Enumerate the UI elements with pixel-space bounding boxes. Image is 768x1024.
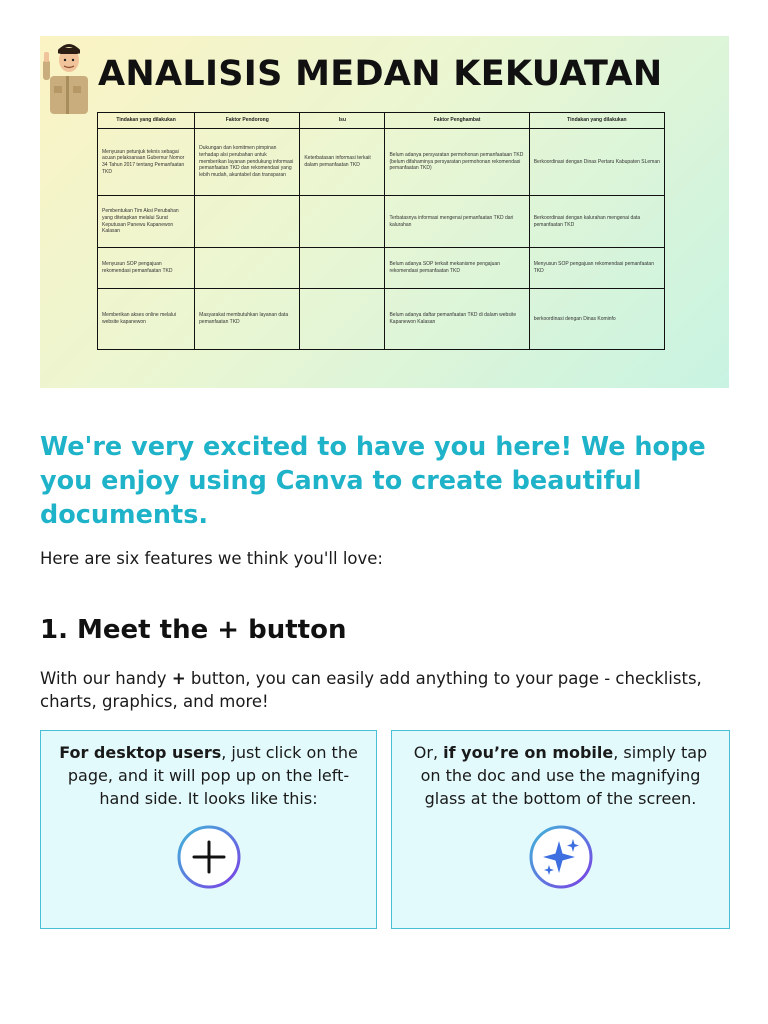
section-body (40, 667, 730, 713)
table-cell (195, 248, 300, 289)
table-header-row (98, 113, 665, 129)
table-cell: Masyarakat membutuhkan layanan data pemanfaatan TKD (195, 289, 300, 350)
welcome-headline: We're very excited to have you here! We hope you enjoy using Canva to create beautiful documents. (40, 432, 706, 530)
table-header: Tindakan yang dilakukan (98, 113, 195, 129)
plus-symbol: + (171, 669, 186, 688)
table-cell: Keterbatasan informasi terkait dalam pemanfaatan TKD (300, 129, 385, 196)
table-cell: Berkoordinasi dengan kalurahan mengenai data pemanfaatan TKD (529, 196, 664, 248)
table-cell: Menyusun SOP pengajuan rekomendasi pemanfaatan TKD (98, 248, 195, 289)
table-cell (300, 196, 385, 248)
banner-title: ANALISIS MEDAN KEKUATAN (98, 54, 663, 94)
table-cell: Dukungan dan komitmen pimpinan terhadap alsi perubahan untuk memberikan layanan pendukung informasi pemanfaatan TKD dan rekomendasi yang lebih mudah, akuntabel dan transparan (195, 129, 300, 196)
magic-search-button[interactable] (529, 825, 593, 889)
mobile-card-body: , simply tap on the doc and use the magnifying glass at the bottom of the screen. (420, 743, 708, 808)
body-text: button, you can easily add anything to your page - checklists, charts, graphics, and more! (40, 669, 702, 711)
table-cell (300, 248, 385, 289)
table-cell: Menyusun petunjuk teknis sebagai acuan pelaksanaan Gubernur Nomor 34 Tahun 2017 tentang Pemanfaatan TKD (98, 129, 195, 196)
table-header: Tindakan yang dilakukan (529, 113, 664, 129)
section-heading: 1. Meet the + button (40, 615, 347, 645)
sparkle-icon (529, 825, 593, 889)
mascot-illustration (40, 36, 92, 114)
table-cell (300, 289, 385, 350)
table-cell: Belum adanya daftar pemanfaatan TKD di dalam website Kapanewon Kalasan (385, 289, 529, 350)
desktop-card-body: , just click on the page, and it will pop up on the left-hand side. It looks like this: (67, 743, 358, 808)
banner (40, 36, 729, 388)
table-cell: Pembentukan Tim Aksi Perubahan yang ditetapkan melalui Surat Keputusan Panewu Kapanewon Kalasan (98, 196, 195, 248)
mobile-card-bold: if you’re on mobile (443, 743, 614, 762)
table-cell (195, 196, 300, 248)
features-intro: Here are six features we think you'll love: (40, 549, 383, 568)
table-cell: Belum adanya SOP terkait mekanisme pengajuan rekomendasi pemanfaatan TKD (385, 248, 529, 289)
table-row (98, 196, 665, 248)
body-text: With our handy (40, 669, 172, 688)
table-cell: Belum adanya persyaratan permohonan pemanfaataan TKD (belum difahaminya persyaratan permohonan rekomendasi pemanfaatan TKD) (385, 129, 529, 196)
mobile-users-card (391, 730, 730, 929)
desktop-card-bold: For desktop users (59, 743, 222, 762)
table-header: Isu (300, 113, 385, 129)
table-row (98, 248, 665, 289)
force-field-table (97, 112, 665, 350)
table-cell: Menyusun SOP pengajuan rekomendasi pemanfaatan TKD (529, 248, 664, 289)
table-cell: Terbatasnya informasi mengenai pemanfaatan TKD dari kalurahan (385, 196, 529, 248)
table-cell: Memberikan akses online melalui website kapanewon (98, 289, 195, 350)
table-cell: berkoordinasi dengan Dinas Kominfo (529, 289, 664, 350)
mobile-card-text (406, 741, 715, 810)
plus-button[interactable] (177, 825, 241, 889)
table-row (98, 289, 665, 350)
table-cell: Berkoordinasi dengan Dinas Pertaru Kabupaten SLeman (529, 129, 664, 196)
table-header: Faktor Penghambat (385, 113, 529, 129)
plus-icon (177, 825, 241, 889)
table-row (98, 129, 665, 196)
desktop-users-card (40, 730, 377, 929)
mobile-card-prefix: Or, (413, 743, 444, 762)
table-header: Faktor Pendorong (195, 113, 300, 129)
desktop-card-text (55, 741, 362, 810)
